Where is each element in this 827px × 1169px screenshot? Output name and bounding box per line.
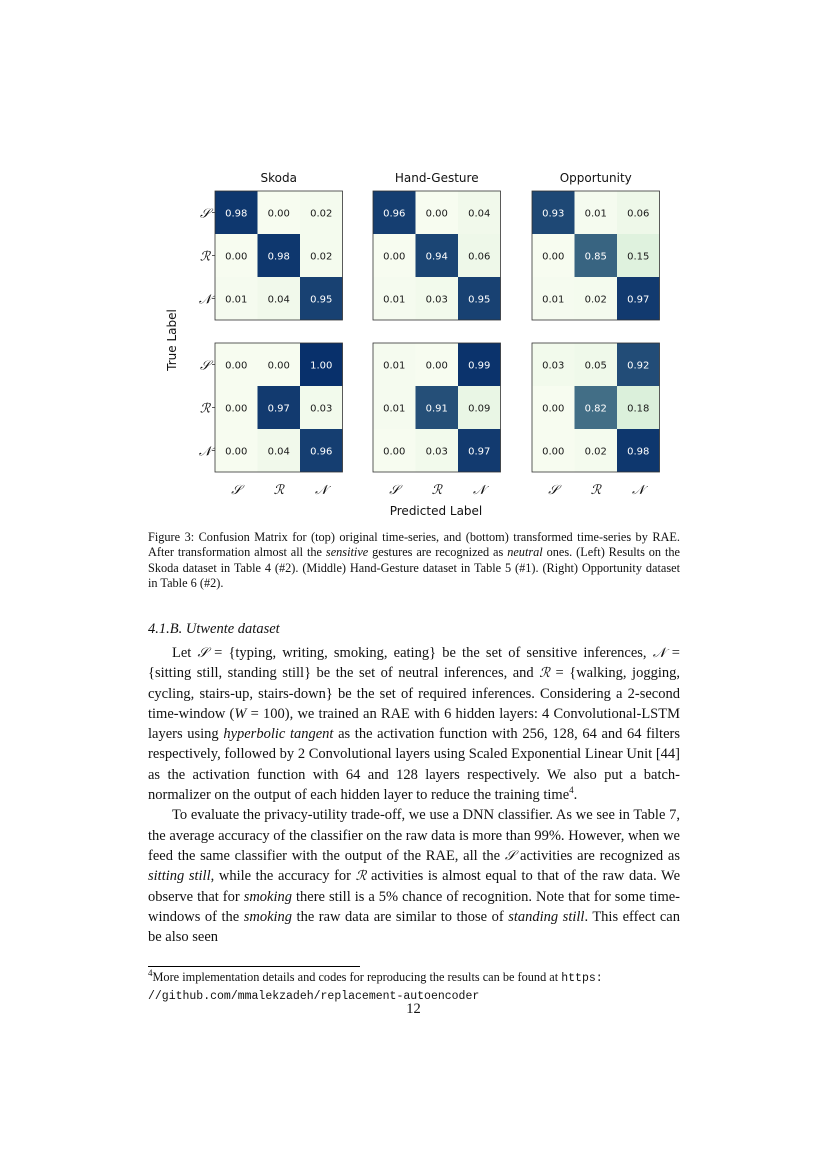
y-tick-label: 𝒩 bbox=[198, 292, 212, 308]
cell-value: 0.01 bbox=[225, 294, 248, 306]
cell-value: 0.06 bbox=[468, 251, 491, 263]
x-tick-label: 𝒮 bbox=[548, 483, 559, 498]
body-text bbox=[148, 643, 680, 947]
cell-value: 0.00 bbox=[225, 251, 248, 263]
y-axis-label: True Label bbox=[165, 309, 179, 371]
cell-value: 0.93 bbox=[542, 208, 565, 220]
section-heading: 4.1.B. Utwente dataset bbox=[148, 621, 280, 637]
github-link[interactable]: https: bbox=[561, 972, 603, 985]
cell-value: 0.00 bbox=[425, 208, 448, 220]
y-tick-label: 𝒩 bbox=[198, 444, 212, 460]
footnote-rule bbox=[148, 966, 360, 967]
cell-value: 0.01 bbox=[383, 360, 406, 372]
x-tick-label: 𝒩 bbox=[632, 483, 645, 498]
cell-value: 0.00 bbox=[542, 446, 565, 458]
cell-value: 0.98 bbox=[225, 208, 248, 220]
cell-value: 0.03 bbox=[425, 446, 448, 458]
cell-value: 0.96 bbox=[310, 446, 333, 458]
cell-value: 0.03 bbox=[310, 403, 333, 415]
cell-value: 0.01 bbox=[584, 208, 607, 220]
cell-value: 0.00 bbox=[225, 360, 248, 372]
cell-value: 0.00 bbox=[383, 251, 406, 263]
panel-title: Hand-Gesture bbox=[394, 171, 479, 185]
footnote: $^4$More implementation details and codes for reproducing the results can be found at https: //github.com/mmalekzadeh/replacement-autoencoder bbox=[148, 967, 603, 1003]
x-axis-label: Predicted Label bbox=[389, 504, 483, 518]
cell-value: 0.97 bbox=[627, 294, 650, 306]
paragraph-2: To evaluate the privacy-utility trade-off, we use a DNN classifier. As we see in Table 7, the average accuracy of the classifier on the raw data is more than 99%. However, when we feed the same classifier with the output of the RAE, all the 𝒮 activities are recognized as sitting still, while the accuracy for ℛ activities is almost equal to that of the raw data. We observe that for smoking there still is a 5% chance of recognition. Note that for some time-windows of the smoking the raw data are similar to those of standing still. This effect can be also seen bbox=[148, 807, 681, 946]
x-tick-label: ℛ bbox=[431, 483, 442, 498]
cell-value: 0.02 bbox=[310, 251, 333, 263]
cell-value: 0.99 bbox=[468, 360, 491, 372]
cell-value: 0.02 bbox=[310, 208, 333, 220]
cell-value: 0.00 bbox=[267, 360, 290, 372]
cell-value: 0.00 bbox=[267, 208, 290, 220]
confusion-matrix-figure bbox=[0, 0, 827, 530]
cell-value: 0.02 bbox=[584, 294, 607, 306]
cell-value: 0.82 bbox=[584, 403, 607, 415]
cell-value: 0.96 bbox=[383, 208, 406, 220]
cell-value: 0.15 bbox=[627, 251, 650, 263]
cell-value: 0.95 bbox=[310, 294, 333, 306]
cell-value: 0.09 bbox=[468, 403, 491, 415]
x-tick-label: 𝒩 bbox=[473, 483, 486, 498]
x-tick-label: 𝒮 bbox=[389, 483, 400, 498]
cell-value: 0.02 bbox=[584, 446, 607, 458]
cell-value: 0.05 bbox=[584, 360, 607, 372]
panel-title: Opportunity bbox=[559, 171, 632, 185]
cell-value: 0.01 bbox=[383, 403, 406, 415]
cell-value: 0.04 bbox=[468, 208, 491, 220]
x-tick-label: ℛ bbox=[273, 483, 284, 498]
cell-value: 0.01 bbox=[542, 294, 565, 306]
cell-value: 0.91 bbox=[425, 403, 448, 415]
y-tick-label: ℛ bbox=[199, 401, 211, 417]
footnote-marker: 4 bbox=[569, 785, 574, 796]
cell-value: 0.00 bbox=[225, 403, 248, 415]
cell-value: 0.92 bbox=[627, 360, 650, 372]
cell-value: 0.01 bbox=[383, 294, 406, 306]
cell-value: 0.03 bbox=[542, 360, 565, 372]
x-tick-label: ℛ bbox=[590, 483, 601, 498]
cell-value: 0.04 bbox=[267, 446, 290, 458]
cell-value: 0.97 bbox=[468, 446, 491, 458]
cell-value: 0.18 bbox=[627, 403, 650, 415]
github-link-continued[interactable]: //github.com/mmalekzadeh/replacement-autoencoder bbox=[148, 990, 480, 1003]
y-tick-label: ℛ bbox=[199, 249, 211, 265]
cell-value: 0.00 bbox=[383, 446, 406, 458]
cell-value: 0.03 bbox=[425, 294, 448, 306]
cell-value: 0.00 bbox=[225, 446, 248, 458]
cell-value: 0.00 bbox=[425, 360, 448, 372]
cell-value: 0.85 bbox=[584, 251, 607, 263]
x-tick-label: 𝒩 bbox=[315, 483, 328, 498]
page-number: 12 bbox=[406, 1001, 421, 1017]
y-tick-label: 𝒮 bbox=[199, 358, 211, 374]
cell-value: 0.94 bbox=[425, 251, 448, 263]
cell-value: 0.00 bbox=[542, 403, 565, 415]
figure-caption: Figure 3: Confusion Matrix for (top) original time-series, and (bottom) transformed time-series by RAE. After transformation almost all the sensitive gestures are recognized as neutral ones. (Left) Results on the Skoda dataset in Table 4 (#2). (Middle) Hand-Gesture dataset in Table 5 (#1). (Right) Opportunity dataset in Table 6 (#2). bbox=[148, 530, 680, 591]
cell-value: 0.98 bbox=[627, 446, 650, 458]
cell-value: 0.04 bbox=[267, 294, 290, 306]
cell-value: 0.97 bbox=[267, 403, 290, 415]
panel-title: Skoda bbox=[260, 171, 297, 185]
cell-value: 0.00 bbox=[542, 251, 565, 263]
x-tick-label: 𝒮 bbox=[231, 483, 242, 498]
cell-value: 0.06 bbox=[627, 208, 650, 220]
paragraph-1: Let 𝒮 = {typing, writing, smoking, eating} be the set of sensitive inferences, 𝒩 = {sitting still, standing still} be the set of neutral inferences, and ℛ = {walking, jogging, cycling, stairs-up, stairs-down} be the set of required inferences. Considering a 2-second time-window (W = 100), we trained an RAE with 6 hidden layers: 4 Convolutional-LSTM layers using hyperbolic tangent as the activation function with 256, 128, 64 and 64 filters respectively, followed by 2 Convolutional layers using Scaled Exponential Linear Unit [44] as the activation function with 64 and 128 layers respectively. We also put a batch-normalizer on the output of each hidden layer to reduce the training time$^4$. bbox=[148, 645, 680, 804]
cell-value: 0.95 bbox=[468, 294, 491, 306]
cell-value: 1.00 bbox=[310, 360, 333, 372]
cell-value: 0.98 bbox=[267, 251, 290, 263]
y-tick-label: 𝒮 bbox=[199, 206, 211, 222]
